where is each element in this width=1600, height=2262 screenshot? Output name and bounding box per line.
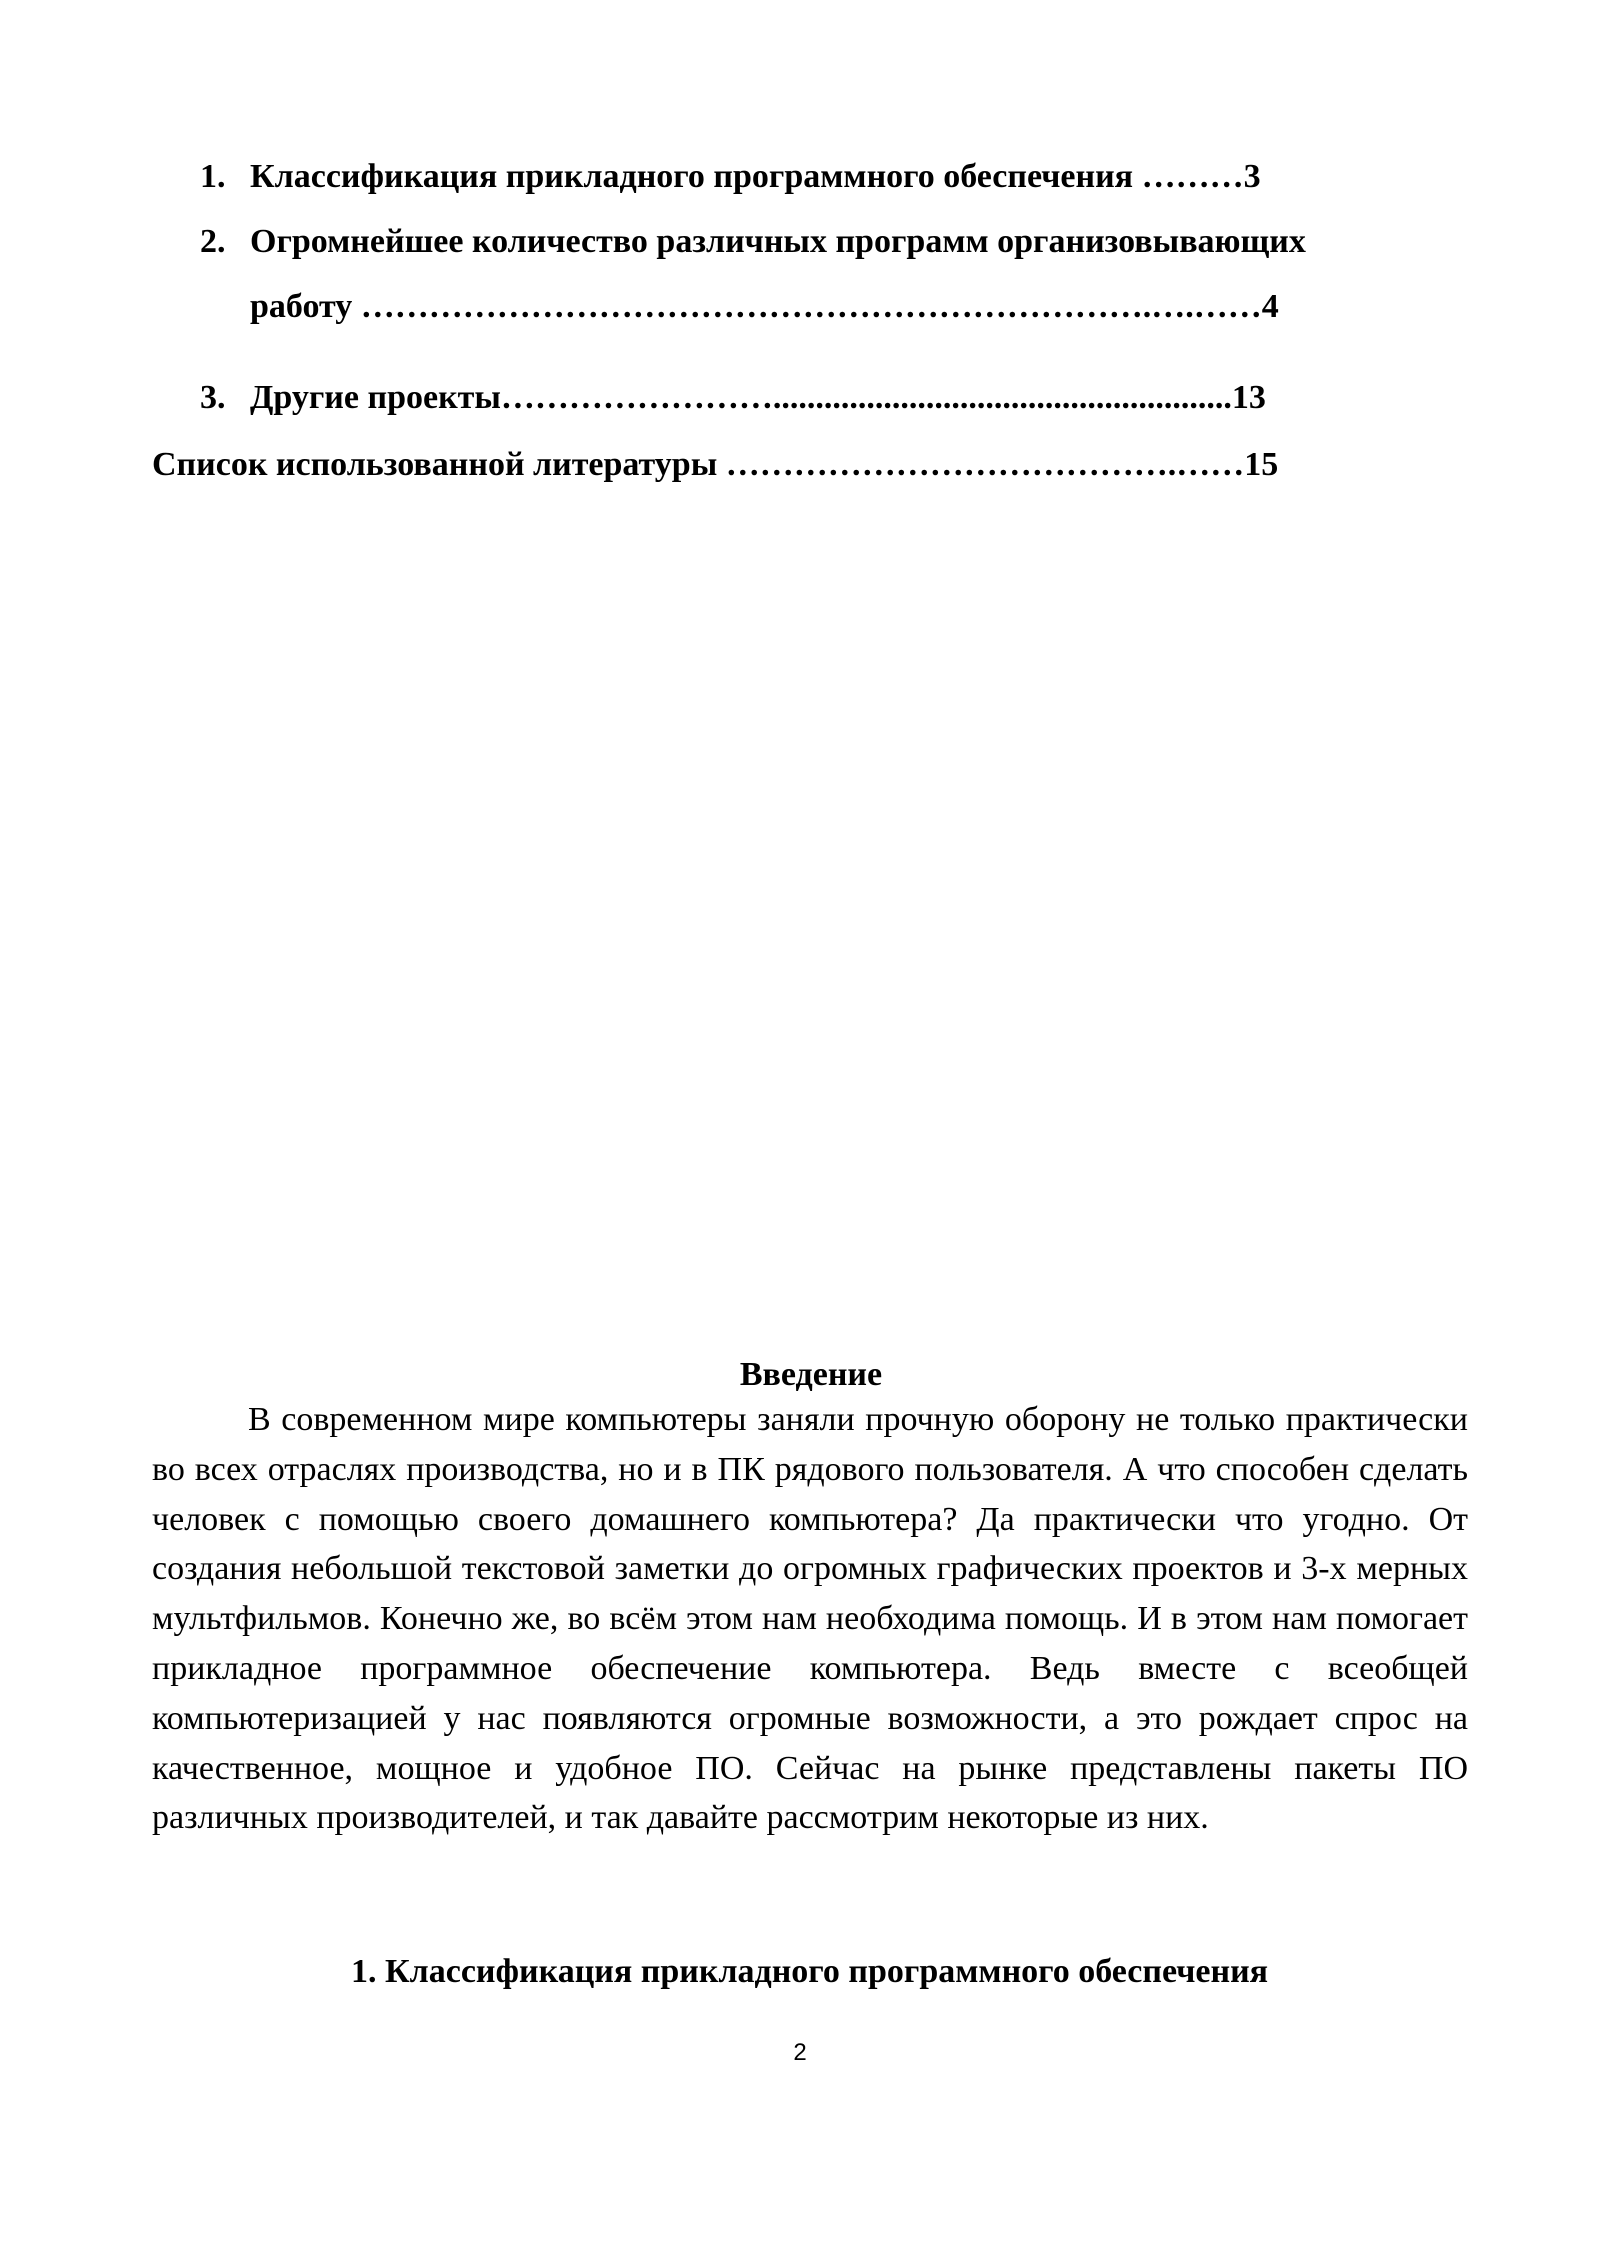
toc-item-number: 1.	[200, 158, 226, 195]
toc-item-text: Список использованной литературы ………………………………….……15	[152, 446, 1279, 483]
toc-item-3	[200, 378, 1266, 418]
toc-item-2-continuation	[250, 287, 1279, 327]
page-number: 2	[793, 2039, 807, 2066]
introduction-title: Введение	[739, 1356, 883, 1393]
toc-item-text: Другие проекты……………………......................................................13	[250, 379, 1266, 416]
toc-item-1	[200, 157, 1261, 197]
section-heading: 1. Классификация прикладного программного обеспечения	[351, 1953, 1269, 1990]
toc-item-text: Классификация прикладного программного обеспечения ………3	[250, 158, 1261, 195]
toc-item-number: 2.	[200, 223, 226, 260]
toc-item-text: работу …………………………………………………………….….……4	[250, 288, 1279, 325]
toc-item-number: 3.	[200, 379, 226, 416]
introduction-paragraph: В современном мире компьютеры заняли прочную оборону не только практически во всех отраслях производства, но и в ПК рядового пользователя. А что способен сделать человек с помощью своего домашнего компьютера? Да практически что угодно. От создания небольшой текстовой заметки до огромных графических проектов и 3-х мерных мультфильмов. Конечно же, во всём этом нам необходима помощь. И в этом нам помогает прикладное программное обеспечение компьютера. Ведь вместе с всеобщей компьютеризацией у нас появляются огромные возможности, а это рождает спрос на качественное, мощное и удобное ПО. Сейчас на рынке представлены пакеты ПО различных производителей, и так давайте рассмотрим некоторые из них.	[152, 1401, 1468, 1837]
toc-item-2	[200, 222, 1306, 262]
toc-bibliography	[152, 445, 1278, 485]
toc-item-text: Огромнейшее количество различных программ организовывающих	[250, 223, 1306, 260]
